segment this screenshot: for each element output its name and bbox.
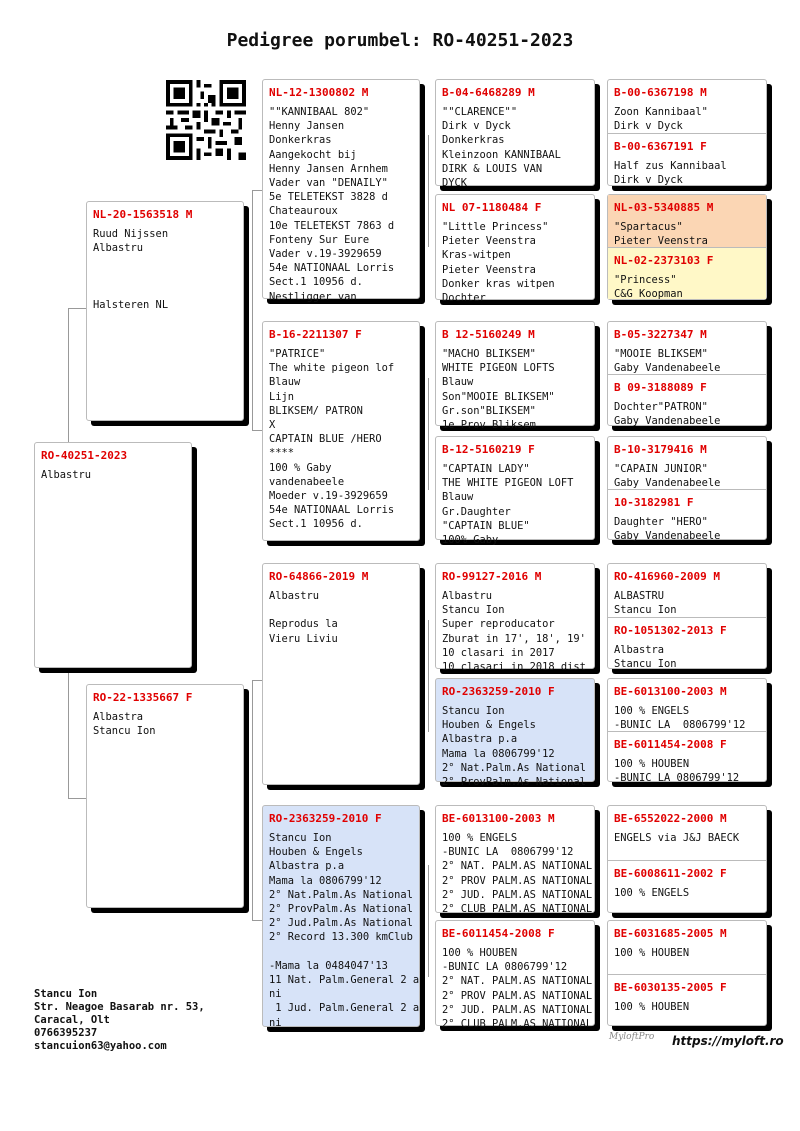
ring-number: NL-02-2373103 F <box>614 254 714 267</box>
pigeon-pair-card[interactable] <box>607 321 767 426</box>
page-title: Pedigree porumbel: RO-40251-2023 <box>226 30 574 51</box>
ring-number: NL 07-1180484 F <box>442 201 542 214</box>
ring-number: RO-416960-2009 M <box>614 570 720 583</box>
ring-number: B-10-3179416 M <box>614 443 707 456</box>
pigeon-details: ""KANNIBAAL 802" Henny Jansen Donkerkras Aangekocht bij Henny Jansen Arnhem Vader van "DENAILY" 5e TELETEKST 3828 d Chateauroux 10e TELETEKST 7863 d Fonteny Sur Eure Vader v.19-3929659 54e NATIONAAL Lorris Sect.1 10956 d. Nestligger van <box>269 106 395 303</box>
pigeon-details: Albastru <box>41 469 92 481</box>
pigeon-entry <box>608 80 766 133</box>
pigeon-card-subject[interactable] <box>34 442 192 668</box>
ring-number: B 12-5160249 M <box>442 328 535 341</box>
connector-line <box>252 680 253 920</box>
pigeon-details: 100 % HOUBEN <box>614 947 690 959</box>
connector-line <box>68 798 86 799</box>
pigeon-card-sire-dam[interactable] <box>262 321 420 541</box>
ring-number: BE-6013100-2003 M <box>614 685 727 698</box>
pigeon-details: "CAPTAIN LADY" THE WHITE PIGEON LOFT Blauw Gr.Daughter "CAPTAIN BLUE" 100% Gaby <box>442 463 574 547</box>
ring-number: RO-22-1335667 F <box>93 691 193 704</box>
ring-number: RO-2363259-2010 F <box>269 812 382 825</box>
ring-number: NL-03-5340885 M <box>614 201 714 214</box>
pigeon-pair-card[interactable] <box>607 194 767 300</box>
pigeon-pair-card[interactable] <box>607 805 767 913</box>
pigeon-details: 100 % ENGELS -BUNIC LA 0806799'12 2° NAT. PALM.AS NATIONAL 2° PROV PALM.AS NATIONAL 2° JUD. PALM.AS NATIONAL 2° CLUB PALM.AS NATIONAL <box>442 832 593 916</box>
ring-number: BE-6552022-2000 M <box>614 812 727 825</box>
pigeon-details: Dochter"PATRON" Gaby Vandenabeele <box>614 401 721 428</box>
pigeon-details: "PATRICE" The white pigeon lof Blauw Lijn BLIKSEM/ PATRON X CAPTAIN BLUE /HERO **** 100 % Gaby vandenabeele Moeder v.19-3929659 54e NATIONAAL Lorris Sect.1 10956 d. <box>269 348 395 531</box>
pigeon-card-g3[interactable] <box>435 436 595 547</box>
ring-number: B-16-2211307 F <box>269 328 362 341</box>
pigeon-details: 100 % HOUBEN -BUNIC LA 0806799'12 <box>614 758 740 785</box>
ring-number: RO-1051302-2013 F <box>614 624 727 637</box>
ring-number: RO-64866-2019 M <box>269 570 369 583</box>
pigeon-details: Albastra Stancu Ion <box>614 644 677 671</box>
pigeon-pair-card[interactable] <box>607 920 767 1026</box>
ring-number: B-00-6367191 F <box>614 140 707 153</box>
pigeon-details: ""CLARENCE"" Dirk v Dyck Donkerkras Kleinzoon KANNIBAAL DIRK & LOUIS VAN DYCK <box>442 106 561 190</box>
pigeon-details: Zoon Kannibaal" Dirk v Dyck <box>614 106 708 133</box>
website-link[interactable]: https://myloft.ro <box>672 1034 784 1048</box>
pigeon-details: Ruud Nijssen Albastru Halsteren NL <box>93 228 169 312</box>
ring-number: BE-6013100-2003 M <box>442 812 555 825</box>
ring-number: BE-6011454-2008 F <box>442 927 555 940</box>
pigeon-details: Albastru Reprodus la Vieru Liviu <box>269 590 338 645</box>
pigeon-details: Albastra Stancu Ion <box>93 711 156 738</box>
pigeon-details: "MOOIE BLIKSEM" Gaby Vandenabeele <box>614 348 721 375</box>
pigeon-card-g3[interactable] <box>435 194 595 305</box>
pigeon-details: 100 % HOUBEN <box>614 1001 690 1013</box>
pigeon-details: Daughter "HERO" Gaby Vandenabeele <box>614 516 721 543</box>
ring-number: BE-6011454-2008 F <box>614 738 727 751</box>
ring-number: RO-99127-2016 M <box>442 570 542 583</box>
connector-line <box>428 378 429 490</box>
pigeon-card-sire[interactable] <box>86 201 244 421</box>
pigeon-details: ENGELS via J&J BAECK <box>614 832 740 844</box>
ring-number: RO-2363259-2010 F <box>442 685 555 698</box>
pigeon-entry <box>608 921 766 974</box>
pigeon-card-g3[interactable] <box>435 563 595 674</box>
connector-line <box>428 620 429 732</box>
pigeon-details: "Princess" C&G Koopman <box>614 274 683 301</box>
owner-contact: Stancu Ion Str. Neagoe Basarab nr. 53, Caracal, Olt 0766395237 stancuion63@yahoo.com <box>34 988 205 1052</box>
pigeon-entry <box>608 134 766 185</box>
pigeon-entry <box>608 322 766 374</box>
pigeon-entry <box>608 490 766 543</box>
pigeon-details: "MACHO BLIKSEM" WHITE PIGEON LOFTS Blauw Son"MOOIE BLIKSEM" Gr.son"BLIKSEM" 1e Prov Bliksem <box>442 348 555 432</box>
pigeon-details: Half zus Kannibaal Dirk v Dyck <box>614 160 727 187</box>
ring-number: BE-6008611-2002 F <box>614 867 727 880</box>
pigeon-entry <box>608 679 766 731</box>
pigeon-card-g3[interactable] <box>435 79 595 190</box>
pigeon-entry <box>608 248 766 299</box>
connector-line <box>428 135 429 247</box>
pigeon-details: 100 % HOUBEN -BUNIC LA 0806799'12 2° NAT. PALM.AS NATIONAL 2° PROV PALM.AS NATIONAL 2° JUD. PALM.AS NATIONAL 2° CLUB PALM.AS NATIONAL <box>442 947 593 1031</box>
pigeon-details: Stancu Ion Houben & Engels Albastra p.a Mama la 0806799'12 2° Nat.Palm.As National 2° ProvPalm.As National 2° Jud.Palm.As National 2° Record 13.300 kmClub -Mama la 0484047'13 11 Nat. Palm.General 2 a ni 1 Jud. Palm.General 2 a ni <box>269 832 420 1029</box>
pigeon-entry <box>608 437 766 489</box>
ring-number: B-00-6367198 M <box>614 86 707 99</box>
pigeon-card-dam-sire[interactable] <box>262 563 420 785</box>
connector-line <box>428 865 429 977</box>
pigeon-details: Albastru Stancu Ion Super reproducator Zburat in 17', 18', 19' 10 clasari in 2017 10 clasari in 2018 dist <box>442 590 586 674</box>
ring-number: RO-40251-2023 <box>41 449 128 462</box>
connector-line <box>252 190 253 430</box>
pigeon-pair-card[interactable] <box>607 678 767 785</box>
pigeon-pair-card[interactable] <box>607 563 767 669</box>
pigeon-details: "CAPAIN JUNIOR" Gaby Vandenabeele <box>614 463 721 490</box>
pigeon-pair-card[interactable] <box>607 79 767 186</box>
pigeon-entry <box>608 732 766 785</box>
pigeon-pair-card[interactable] <box>607 436 767 543</box>
pigeon-card-sire-sire[interactable] <box>262 79 420 303</box>
myloft-logo: MyloftPro <box>609 1032 655 1042</box>
connector-line <box>252 920 262 921</box>
pigeon-entry <box>608 975 766 1025</box>
pigeon-card-dam[interactable] <box>86 684 244 908</box>
ring-number: BE-6031685-2005 M <box>614 927 727 940</box>
pigeon-details: "Spartacus" Pieter Veenstra <box>614 221 708 248</box>
pigeon-details: Stancu Ion Houben & Engels Albastra p.a Mama la 0806799'12 2° Nat.Palm.As National 2° ProvPalm.As National <box>442 705 586 789</box>
connector-line <box>252 430 262 431</box>
pigeon-details: ALBASTRU Stancu Ion <box>614 590 677 617</box>
pigeon-entry <box>608 375 766 428</box>
ring-number: B 09-3188089 F <box>614 381 707 394</box>
ring-number: BE-6030135-2005 F <box>614 981 727 994</box>
pigeon-card-g3[interactable] <box>435 678 595 789</box>
pigeon-entry <box>608 806 766 860</box>
pigeon-entry <box>608 861 766 912</box>
pigeon-entry <box>608 195 766 247</box>
connector-line <box>68 308 86 309</box>
pigeon-entry <box>608 564 766 617</box>
pigeon-details: "Little Princess" Pieter Veenstra Kras-witpen Pieter Veenstra Donker kras witpen Dochter <box>442 221 555 305</box>
pigeon-details: 100 % ENGELS <box>614 887 690 899</box>
connector-line <box>252 190 262 191</box>
ring-number: B-12-5160219 F <box>442 443 535 456</box>
pigeon-details: 100 % ENGELS -BUNIC LA 0806799'12 <box>614 705 746 732</box>
ring-number: NL-12-1300802 M <box>269 86 369 99</box>
ring-number: NL-20-1563518 M <box>93 208 193 221</box>
ring-number: B-04-6468289 M <box>442 86 535 99</box>
ring-number: B-05-3227347 M <box>614 328 707 341</box>
pigeon-card-g3[interactable] <box>435 321 595 432</box>
pigeon-entry <box>608 618 766 671</box>
pigeon-card-dam-dam[interactable] <box>262 805 420 1027</box>
pigeon-card-g3[interactable] <box>435 805 595 916</box>
connector-line <box>252 680 262 681</box>
pigeon-card-g3[interactable] <box>435 920 595 1031</box>
ring-number: 10-3182981 F <box>614 496 694 509</box>
qr-code <box>166 80 246 160</box>
